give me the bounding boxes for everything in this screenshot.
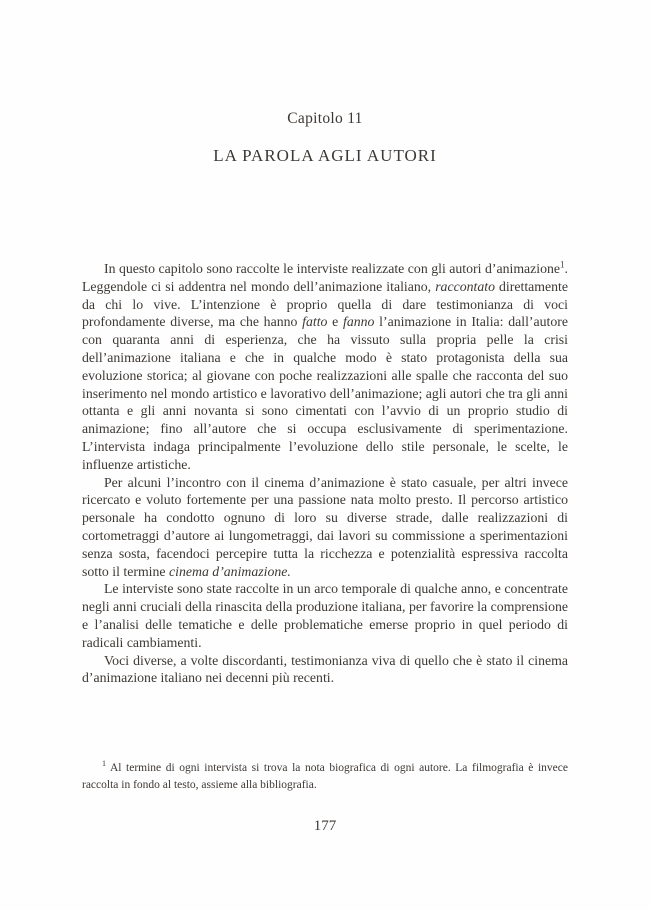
paragraph-3	[82, 580, 568, 651]
chapter-number: Capitolo 11	[287, 110, 363, 127]
text-segment: In questo capitolo sono raccolte le interviste realizzate con gli autori d’animazione	[104, 261, 561, 276]
footnote-text: Al termine di ogni intervista si trova la nota biografica di ogni autore. La filmografia è invece raccolta in fondo al testo, assieme alla bibliografia.	[82, 762, 568, 792]
text-segment-italic: raccontato	[435, 278, 495, 294]
text-segment: Voci diverse, a volte discordanti, testimonianza viva di quello che è stato il cinema d’animazione italiano nei decenni più recenti.	[82, 652, 568, 686]
page-number: 177	[313, 818, 337, 834]
text-segment: e	[327, 314, 343, 330]
paragraph-1	[82, 260, 568, 474]
footnote-reference: 1	[560, 259, 565, 270]
text-segment-italic: cinema d’animazione.	[169, 563, 291, 579]
text-segment: Le interviste sono state raccolte in un arco temporale di qualche anno, e concentrate negli anni cruciali della rinascita della produzione italiana, per favorire la comprensione e l’analisi delle tematiche e delle problematiche emerse proprio in quel periodo di radicali cambiamenti.	[82, 581, 568, 650]
text-segment: . Leggendole ci si addentra nel mondo dell’animazione italiano,	[82, 261, 568, 294]
text-segment: l’animazione in Italia: dall’autore con quaranta anni di esperienza, che ha vissuto sulla propria pelle la crisi dell’animazione italiana e che in qualche modo è stato protagonista della sua evoluzione storica; al giovane con poche realizzazioni alle spalle che racconta del suo inserimento nel mondo artistico e lavorativo dell’animazione; agli autori che tra gli anni ottanta e gli anni novanta si sono cimentati con l’avvio di un proprio studio di animazione; fino all’autore che si occupa esclusivamente di sperimentazione. L’intervista indaga principalmente l’evoluzione dello stile personale, le scelte, le influenze artistiche.	[82, 314, 568, 472]
paragraph-4	[82, 652, 568, 688]
text-segment: Per alcuni l’incontro con il cinema d’animazione è stato casuale, per altri invece ricercato e voluto fortemente per una passione nata molto presto. Il percorso artistico personale ha condotto ognuno di loro su diverse strade, dalle realizzazioni di cortometraggi d’autore ai lungometraggi, dai lavori su commissione a sperimentazioni senza sosta, facendoci percepire tutta la ricchezza e potenzialità espressiva raccolta sotto il termine	[82, 474, 568, 579]
chapter-title: LA PAROLA AGLI AUTORI	[213, 146, 437, 165]
text-segment: direttamente da chi lo vive. L’intenzione è proprio quella di dare testimonianza di voci profondamente diverse, ma che hanno	[82, 278, 568, 330]
body-text	[82, 260, 568, 687]
footnote-marker: 1	[102, 759, 106, 769]
text-segment-italic: fatto	[302, 314, 328, 330]
footnote	[82, 760, 568, 794]
paragraph-2	[82, 474, 568, 581]
text-segment-italic: fanno	[342, 314, 375, 330]
